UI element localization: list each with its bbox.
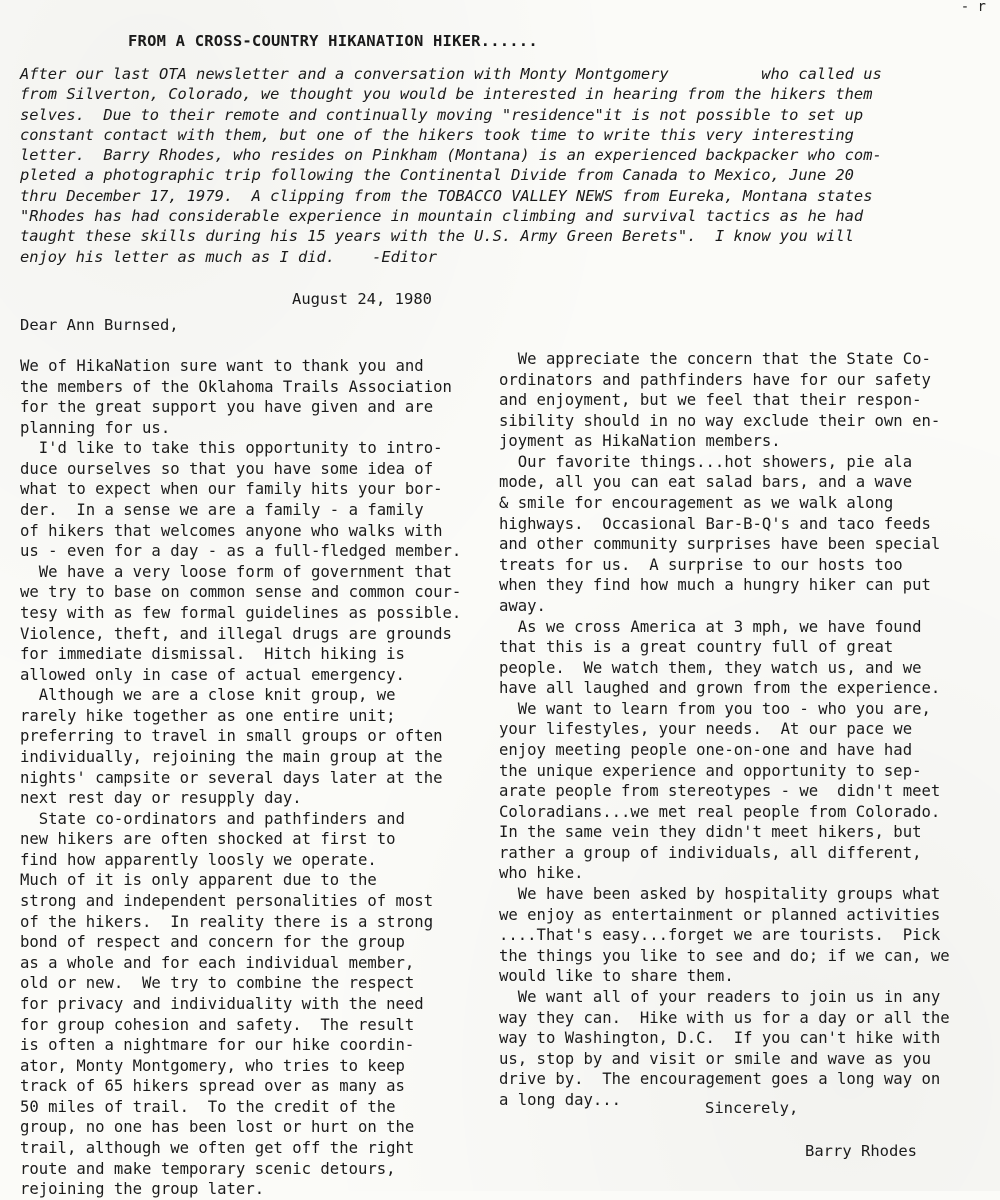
letter-line: sibility should in no way exclude their own en- <box>499 411 941 430</box>
letter-line: Violence, theft, and illegal drugs are grounds <box>20 624 452 643</box>
intro-line: letter. Barry Rhodes, who resides on Pinkham (Montana) is an experienced backpacker who com- <box>20 146 882 165</box>
letter-line: planning for us. <box>20 418 171 437</box>
letter-line: der. In a sense we are a family - a family <box>20 501 424 520</box>
letter-line: of the hikers. In reality there is a strong <box>20 912 434 931</box>
letter-line: rather a group of individuals, all different, <box>499 843 922 862</box>
letter-line: new hikers are often shocked at first to <box>20 830 396 849</box>
letter-line: when they find how much a hungry hiker can put <box>499 576 931 595</box>
letter-line: We appreciate the concern that the State Co- <box>499 350 931 368</box>
letter-line: ....That's easy...forget we are tourists. Pick <box>499 926 941 945</box>
intro-line: pleted a photographic trip following the Continental Divide from Canada to Mexico, June 20 <box>20 166 854 185</box>
letter-line: as a whole and for each individual member, <box>20 953 415 972</box>
letter-line: rarely hike together as one entire unit; <box>20 706 396 725</box>
letter-line: Much of it is only apparent due to the <box>20 871 377 890</box>
letter-line: for privacy and individuality with the need <box>20 994 424 1013</box>
letter-line: State co-ordinators and pathfinders and <box>20 809 405 828</box>
letter-line: a long day... <box>499 1090 622 1109</box>
letter-line: In the same vein they didn't meet hikers, but <box>499 823 922 842</box>
letter-line: enjoy meeting people one-on-one and have had <box>499 740 913 759</box>
letter-line: old or new. We try to combine the respect <box>20 974 415 993</box>
letter-line: route and make temporary scenic detours, <box>20 1159 396 1178</box>
letter-line: duce ourselves so that you have some idea of <box>20 459 434 478</box>
letter-line: nights' campsite or several days later at the <box>20 768 443 787</box>
letter-line: ator, Monty Montgomery, who tries to keep <box>20 1056 405 1075</box>
letter-line: Coloradians...we met real people from Colorado. <box>499 802 941 821</box>
letter-line: We want to learn from you too - who you are, <box>499 699 931 718</box>
letter-line: is often a nightmare for our hike coordin- <box>20 1036 415 1055</box>
letter-line: As we cross America at 3 mph, we have found <box>499 617 922 636</box>
intro-line: constant contact with them, but one of the hikers took time to write this very interesting <box>20 125 854 144</box>
letter-line: for immediate dismissal. Hitch hiking is <box>20 645 405 664</box>
letter-line: treats for us. A surprise to our hosts too <box>499 555 903 574</box>
intro-line: taught these skills during his 15 years with the U.S. Army Green Berets". I know you will <box>20 227 854 246</box>
corner-mark: - r <box>960 0 986 15</box>
letter-line: mode, all you can eat salad bars, and a wave <box>499 473 913 492</box>
letter-line: we enjoy as entertainment or planned activities <box>499 905 941 924</box>
intro-line: selves. Due to their remote and continually moving "residence"it is not possible to set up <box>20 105 864 124</box>
intro-line: from Silverton, Colorado, we thought you would be interested in hearing from the hikers them <box>20 85 873 104</box>
letter-date: August 24, 1980 <box>292 290 432 308</box>
letter-line: Although we are a close knit group, we <box>20 686 396 705</box>
letter-line: find how apparently loosly we operate. <box>20 850 377 869</box>
letter-line: I'd like to take this opportunity to intro- <box>20 439 443 458</box>
letter-right-column <box>499 349 989 1110</box>
letter-line: for the great support you have given and are <box>20 398 434 417</box>
letter-line: the unique experience and opportunity to sep- <box>499 761 922 780</box>
letter-line: We have been asked by hospitality groups what <box>499 885 941 904</box>
intro-line: After our last OTA newsletter and a conversation with Monty Montgomery who called us <box>20 65 882 83</box>
letter-line: way they can. Hike with us for a day or all the <box>499 1008 950 1027</box>
intro-line: "Rhodes has had considerable experience in mountain climbing and survival tactics as he had <box>20 207 864 226</box>
intro-line: enjoy his letter as much as I did. -Editor <box>20 247 437 266</box>
editor-intro <box>20 64 990 267</box>
letter-line: have all laughed and grown from the experience. <box>499 679 941 698</box>
letter-line: individually, rejoining the main group at the <box>20 747 443 766</box>
letter-line: us, stop by and visit or smile and wave as you <box>499 1049 931 1068</box>
letter-line: what to expect when our family hits your bor- <box>20 480 443 499</box>
letter-line: bond of respect and concern for the group <box>20 933 405 952</box>
letter-line: 50 miles of trail. To the credit of the <box>20 1097 396 1116</box>
letter-left-column <box>20 356 490 1200</box>
letter-line: and enjoyment, but we feel that their respon- <box>499 391 922 410</box>
letter-line: trail, although we often get off the right <box>20 1138 415 1157</box>
article-title: FROM A CROSS-COUNTRY HIKANATION HIKER...... <box>128 32 538 50</box>
letter-line: track of 65 hikers spread over as many as <box>20 1077 405 1096</box>
letter-line: who hike. <box>499 864 584 883</box>
letter-line: and other community surprises have been special <box>499 535 941 554</box>
letter-closing: Sincerely, <box>705 1099 799 1117</box>
letter-line: of hikers that welcomes anyone who walks with <box>20 521 443 540</box>
intro-line: thru December 17, 1979. A clipping from the TOBACCO VALLEY NEWS from Eureka, Montana states <box>20 186 873 205</box>
letter-line: highways. Occasional Bar-B-Q's and taco feeds <box>499 514 931 533</box>
letter-line: Our favorite things...hot showers, pie ala <box>499 452 913 471</box>
letter-line: us - even for a day - as a full-fledged member. <box>20 542 462 561</box>
letter-line: away. <box>499 596 546 615</box>
letter-line: people. We watch them, they watch us, and we <box>499 658 922 677</box>
letter-line: your lifestyles, your needs. At our pace we <box>499 720 913 739</box>
letter-line: We have a very loose form of government that <box>20 562 452 581</box>
letter-line: joyment as HikaNation members. <box>499 432 781 451</box>
letter-signature: Barry Rhodes <box>805 1142 917 1160</box>
letter-line: We of HikaNation sure want to thank you and <box>20 357 424 375</box>
letter-line: for group cohesion and safety. The result <box>20 1015 415 1034</box>
letter-line: arate people from stereotypes - we didn't meet <box>499 782 941 801</box>
letter-line: way to Washington, D.C. If you can't hike with <box>499 1029 941 1048</box>
letter-line: the things you like to see and do; if we can, we <box>499 946 950 965</box>
letter-line: & smile for encouragement as we walk along <box>499 494 894 513</box>
letter-line: next rest day or resupply day. <box>20 789 302 808</box>
letter-salutation: Dear Ann Burnsed, <box>20 316 179 334</box>
letter-line: drive by. The encouragement goes a long way on <box>499 1070 941 1089</box>
letter-line: allowed only in case of actual emergency. <box>20 665 405 684</box>
letter-line: we try to base on common sense and common cour- <box>20 583 462 602</box>
letter-line: would like to share them. <box>499 967 734 986</box>
letter-line: rejoining the group later. <box>20 1180 265 1199</box>
letter-line: We want all of your readers to join us in any <box>499 987 941 1006</box>
letter-line: preferring to travel in small groups or often <box>20 727 443 746</box>
letter-line: strong and independent personalities of most <box>20 892 434 911</box>
letter-line: group, no one has been lost or hurt on the <box>20 1118 415 1137</box>
letter-line: tesy with as few formal guidelines as possible. <box>20 603 462 622</box>
letter-line: the members of the Oklahoma Trails Association <box>20 377 452 396</box>
letter-line: ordinators and pathfinders have for our safety <box>499 370 931 389</box>
letter-line: that this is a great country full of great <box>499 638 894 657</box>
